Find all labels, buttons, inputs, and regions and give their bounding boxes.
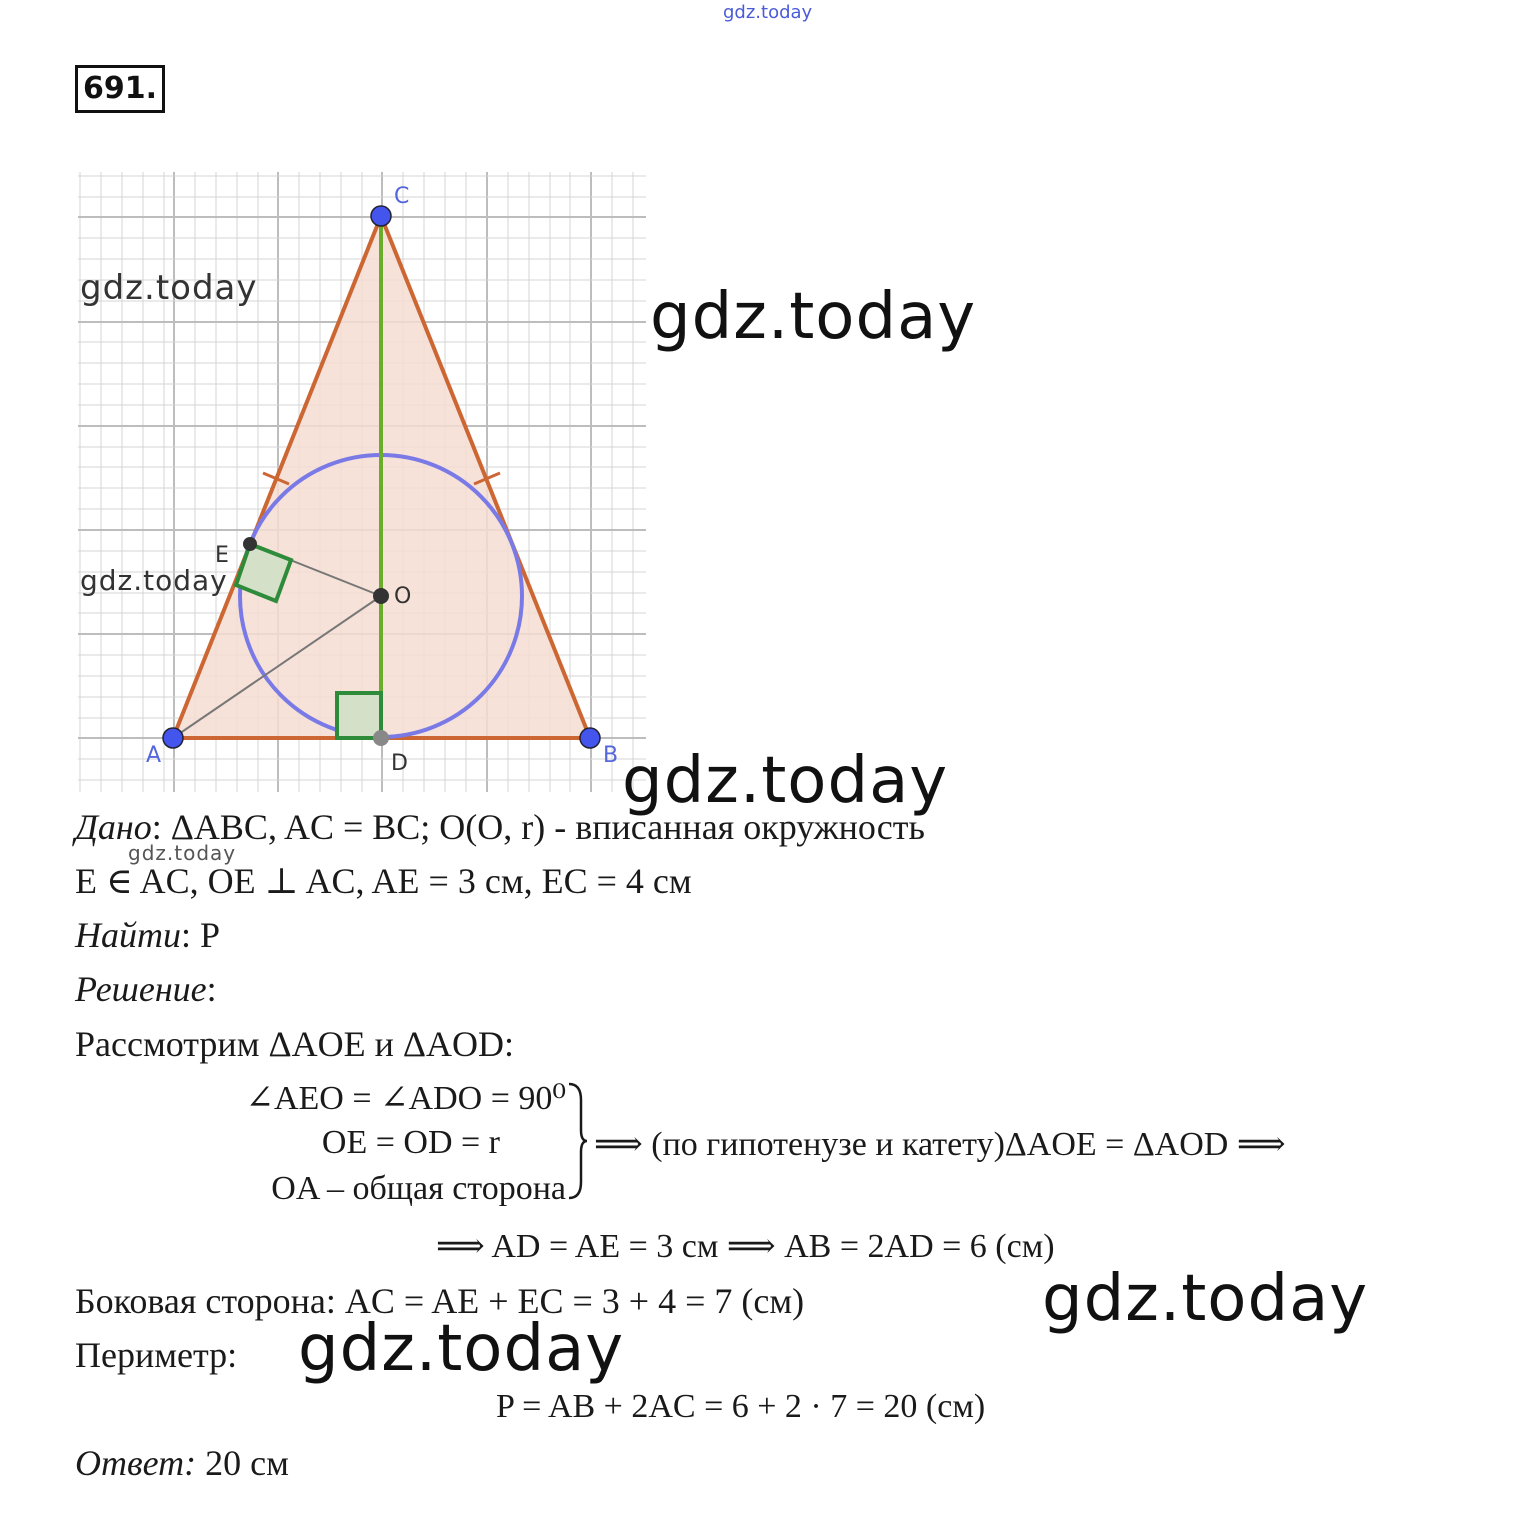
point-a (163, 728, 183, 748)
answer-label: Ответ: (75, 1443, 197, 1483)
system-line-3: OA – общая сторона (271, 1170, 566, 1207)
system-line-2: OE = OD = r (321, 1124, 500, 1161)
answer-line (75, 1442, 289, 1484)
point-d (373, 730, 389, 746)
watermark-perimeter: gdz.today (298, 1312, 625, 1386)
solution-label: Решение (75, 969, 207, 1009)
watermark-right-mid: gdz.today (1042, 1262, 1369, 1336)
watermark-figure-right: gdz.today (650, 280, 977, 354)
perimeter-label: Периметр: (75, 1335, 238, 1375)
side-line: Боковая сторона: AC = AE + EC = 3 + 4 = 7 (см) (75, 1281, 805, 1321)
given-label: Дано (75, 807, 152, 847)
problem-number: 691. (75, 65, 165, 113)
given-line-2: E ∈ AC, OE ⊥ AC, AE = 3 см, EC = 4 см (75, 861, 692, 901)
consider-line: Рассмотрим ΔAOE и ΔAOD: (75, 1024, 515, 1064)
find-label: Найти (75, 915, 181, 955)
solution-colon: : (206, 969, 217, 1009)
conclusion-line-2: ⟹ AD = AE = 3 см ⟹ AB = 2AD = 6 (см) (436, 1228, 1055, 1265)
label-d: D (391, 751, 408, 776)
solution-line (75, 968, 217, 1010)
watermark-figure-bottom: gdz.today (622, 744, 949, 818)
conclusion-line-1: ⟹ (по гипотенузе и катету)ΔAOE = ΔAOD ⟹ (594, 1126, 1286, 1163)
watermark-figure-left: gdz.today (80, 564, 228, 597)
label-e: E (215, 543, 229, 568)
watermark-figure-upper: gdz.today (80, 268, 258, 308)
answer-value: 20 см (196, 1443, 289, 1483)
label-b: B (603, 743, 619, 768)
label-a: A (146, 743, 162, 768)
label-o: O (394, 584, 412, 609)
system-brace (563, 1080, 589, 1202)
label-c: C (394, 184, 410, 209)
perimeter-formula: P = AB + 2AC = 6 + 2 · 7 = 20 (см) (496, 1388, 986, 1425)
point-b (580, 728, 600, 748)
system-line-1: ∠AEO = ∠ADO = 90⁰ (245, 1080, 566, 1117)
watermark-top: gdz.today (723, 2, 813, 23)
point-o (373, 588, 389, 604)
geometry-figure (76, 170, 648, 795)
right-angle-d (337, 693, 381, 738)
point-c (371, 206, 391, 226)
find-line (75, 914, 220, 956)
point-e (243, 537, 257, 551)
given-line-1-text: : ΔABC, AC = BC; O(O, r) - вписанная окружность (151, 807, 925, 847)
find-text: : P (181, 915, 221, 955)
watermark-small-given: gdz.today (128, 841, 237, 865)
